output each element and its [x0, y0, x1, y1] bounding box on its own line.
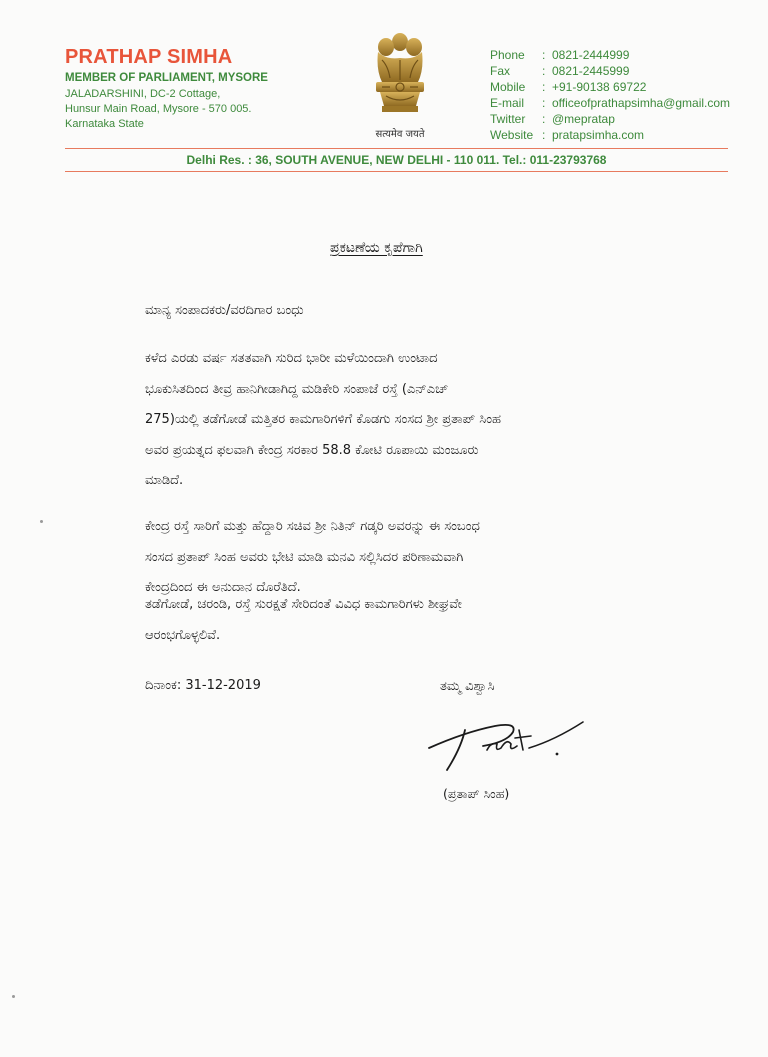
- delhi-residence: Delhi Res. : 36, SOUTH AVENUE, NEW DELHI - 110 011. Tel.: 011-23793768: [186, 153, 607, 167]
- scan-speck: [12, 995, 15, 998]
- letterhead-sender: [65, 46, 355, 132]
- paragraph-line: ಅವರ ಪ್ರಯತ್ನದ ಫಲವಾಗಿ ಕೇಂದ್ರ ಸರಕಾರ 58.8 ಕೋಟಿ ರೂಪಾಯಿ ಮಂಜೂರು: [145, 442, 479, 458]
- contact-separator: :: [542, 128, 546, 142]
- address-line: JALADARSHINI, DC-2 Cottage,: [65, 88, 221, 100]
- contact-value: 0821-2444999: [552, 48, 630, 62]
- lion-capital-icon: [368, 30, 432, 126]
- national-emblem: [360, 30, 440, 145]
- contact-label: E-mail: [490, 96, 525, 110]
- paragraph-line: ಸಂಸದ ಪ್ರತಾಪ್ ಸಿಂಹ ಅವರು ಭೇಟಿ ಮಾಡಿ ಮನವಿ ಸಲ್ಲಿಸಿದರ ಪರಿಣಾಮವಾಗಿ: [145, 549, 464, 565]
- address-line: Hunsur Main Road, Mysore - 570 005.: [65, 103, 252, 115]
- contact-separator: :: [542, 96, 546, 110]
- contact-value: officeofprathapsimha@gmail.com: [552, 96, 731, 110]
- contact-label: Fax: [490, 64, 511, 78]
- sender-address: [65, 87, 355, 132]
- scan-speck: [40, 520, 43, 523]
- closing: ತಮ್ಮ ವಿಶ್ವಾಸಿ: [440, 679, 495, 694]
- contact-value: pratapsimha.com: [552, 128, 645, 142]
- contact-row-website: [490, 127, 760, 143]
- paragraph-line: 275)ಯಲ್ಲಿ ತಡೆಗೋಡೆ ಮತ್ತಿತರ ಕಾಮಗಾರಿಗಳಿಗೆ ಕೊಡಗು ಸಂಸದ ಶ್ರೀ ಪ್ರತಾಪ್ ಸಿಂಹ: [145, 412, 501, 427]
- paragraph-line: ಕಳೆದ ಎರಡು ವರ್ಷ ಸತತವಾಗಿ ಸುರಿದ ಭಾರೀ ಮಳೆಯಿಂದಾಗಿ ಉಂಟಾದ: [145, 351, 438, 366]
- salutation: ಮಾನ್ಯ ಸಂಪಾದಕರು/ವರದಿಗಾರ ಬಂಧು: [145, 303, 304, 318]
- signatory-name: (ಪ್ರತಾಪ್ ಸಿಂಹ): [443, 786, 510, 801]
- contact-row-mobile: [490, 79, 760, 95]
- contact-value: +91-90138 69722: [552, 80, 647, 94]
- contact-separator: :: [542, 48, 546, 62]
- paragraph-line: ಆರಂಭಗೊಳ್ಳಲಿವೆ.: [145, 627, 221, 643]
- paragraph-3: [145, 590, 685, 651]
- letterhead-divider-top: [65, 148, 728, 149]
- sender-role: MEMBER OF PARLIAMENT, MYSORE: [65, 72, 268, 84]
- contact-value: @mepratap: [552, 112, 615, 126]
- contact-row-email: [490, 95, 760, 111]
- letter-date: ದಿನಾಂಕ: 31-12-2019: [145, 678, 261, 693]
- contact-separator: :: [542, 80, 546, 94]
- contact-label: Mobile: [490, 80, 526, 94]
- contact-separator: :: [542, 112, 546, 126]
- emblem-motto: सत्यमेव जयते: [375, 129, 425, 140]
- handwritten-signature: [425, 708, 590, 778]
- paragraph-line: ಕೇಂದ್ರದಿಂದ ಈ ಅನುದಾನ ದೊರೆತಿದೆ.: [145, 580, 301, 595]
- sender-name: PRATHAP SIMHA: [65, 46, 233, 68]
- contact-label: Twitter: [490, 112, 526, 126]
- paragraph-line: ತಡೆಗೋಡೆ, ಚರಂಡಿ, ರಸ್ತೆ ಸುರಕ್ಷತೆ ಸೇರಿದಂತೆ ವಿವಿಧ ಕಾಮಗಾರಿಗಳು ಶೀಘ್ರವೇ: [145, 597, 462, 612]
- paragraph-1: [145, 344, 685, 497]
- contact-label: Phone: [490, 48, 525, 62]
- contact-row-phone: [490, 47, 760, 63]
- contact-value: 0821-2445999: [552, 64, 630, 78]
- letter-heading: ಪ್ರಕಟಣೆಯ ಕೃಪೆಗಾಗಿ: [330, 240, 423, 256]
- contact-row-fax: [490, 63, 760, 79]
- contact-row-twitter: [490, 111, 760, 127]
- paragraph-line: ಭೂಕುಸಿತದಿಂದ ತೀವ್ರ ಹಾನಿಗೀಡಾಗಿದ್ದ ಮಡಿಕೇರಿ ಸಂಪಾಜೆ ರಸ್ತೆ (ಎನ್‌ಎಚ್: [145, 381, 449, 397]
- contact-details: [490, 47, 760, 143]
- address-line: Karnataka State: [65, 118, 144, 130]
- letterhead-divider-bottom: [65, 171, 728, 172]
- paragraph-line: ಮಾಡಿದೆ.: [145, 473, 184, 488]
- paragraph-line: ಕೇಂದ್ರ ರಸ್ತೆ ಸಾರಿಗೆ ಮತ್ತು ಹೆದ್ದಾರಿ ಸಚಿವ ಶ್ರೀ ನಿತಿನ್ ಗಡ್ಕರಿ ಅವರನ್ನು ಈ ಸಂಬಂಧ: [145, 519, 480, 534]
- contact-separator: :: [542, 64, 546, 78]
- contact-label: Website: [490, 128, 534, 142]
